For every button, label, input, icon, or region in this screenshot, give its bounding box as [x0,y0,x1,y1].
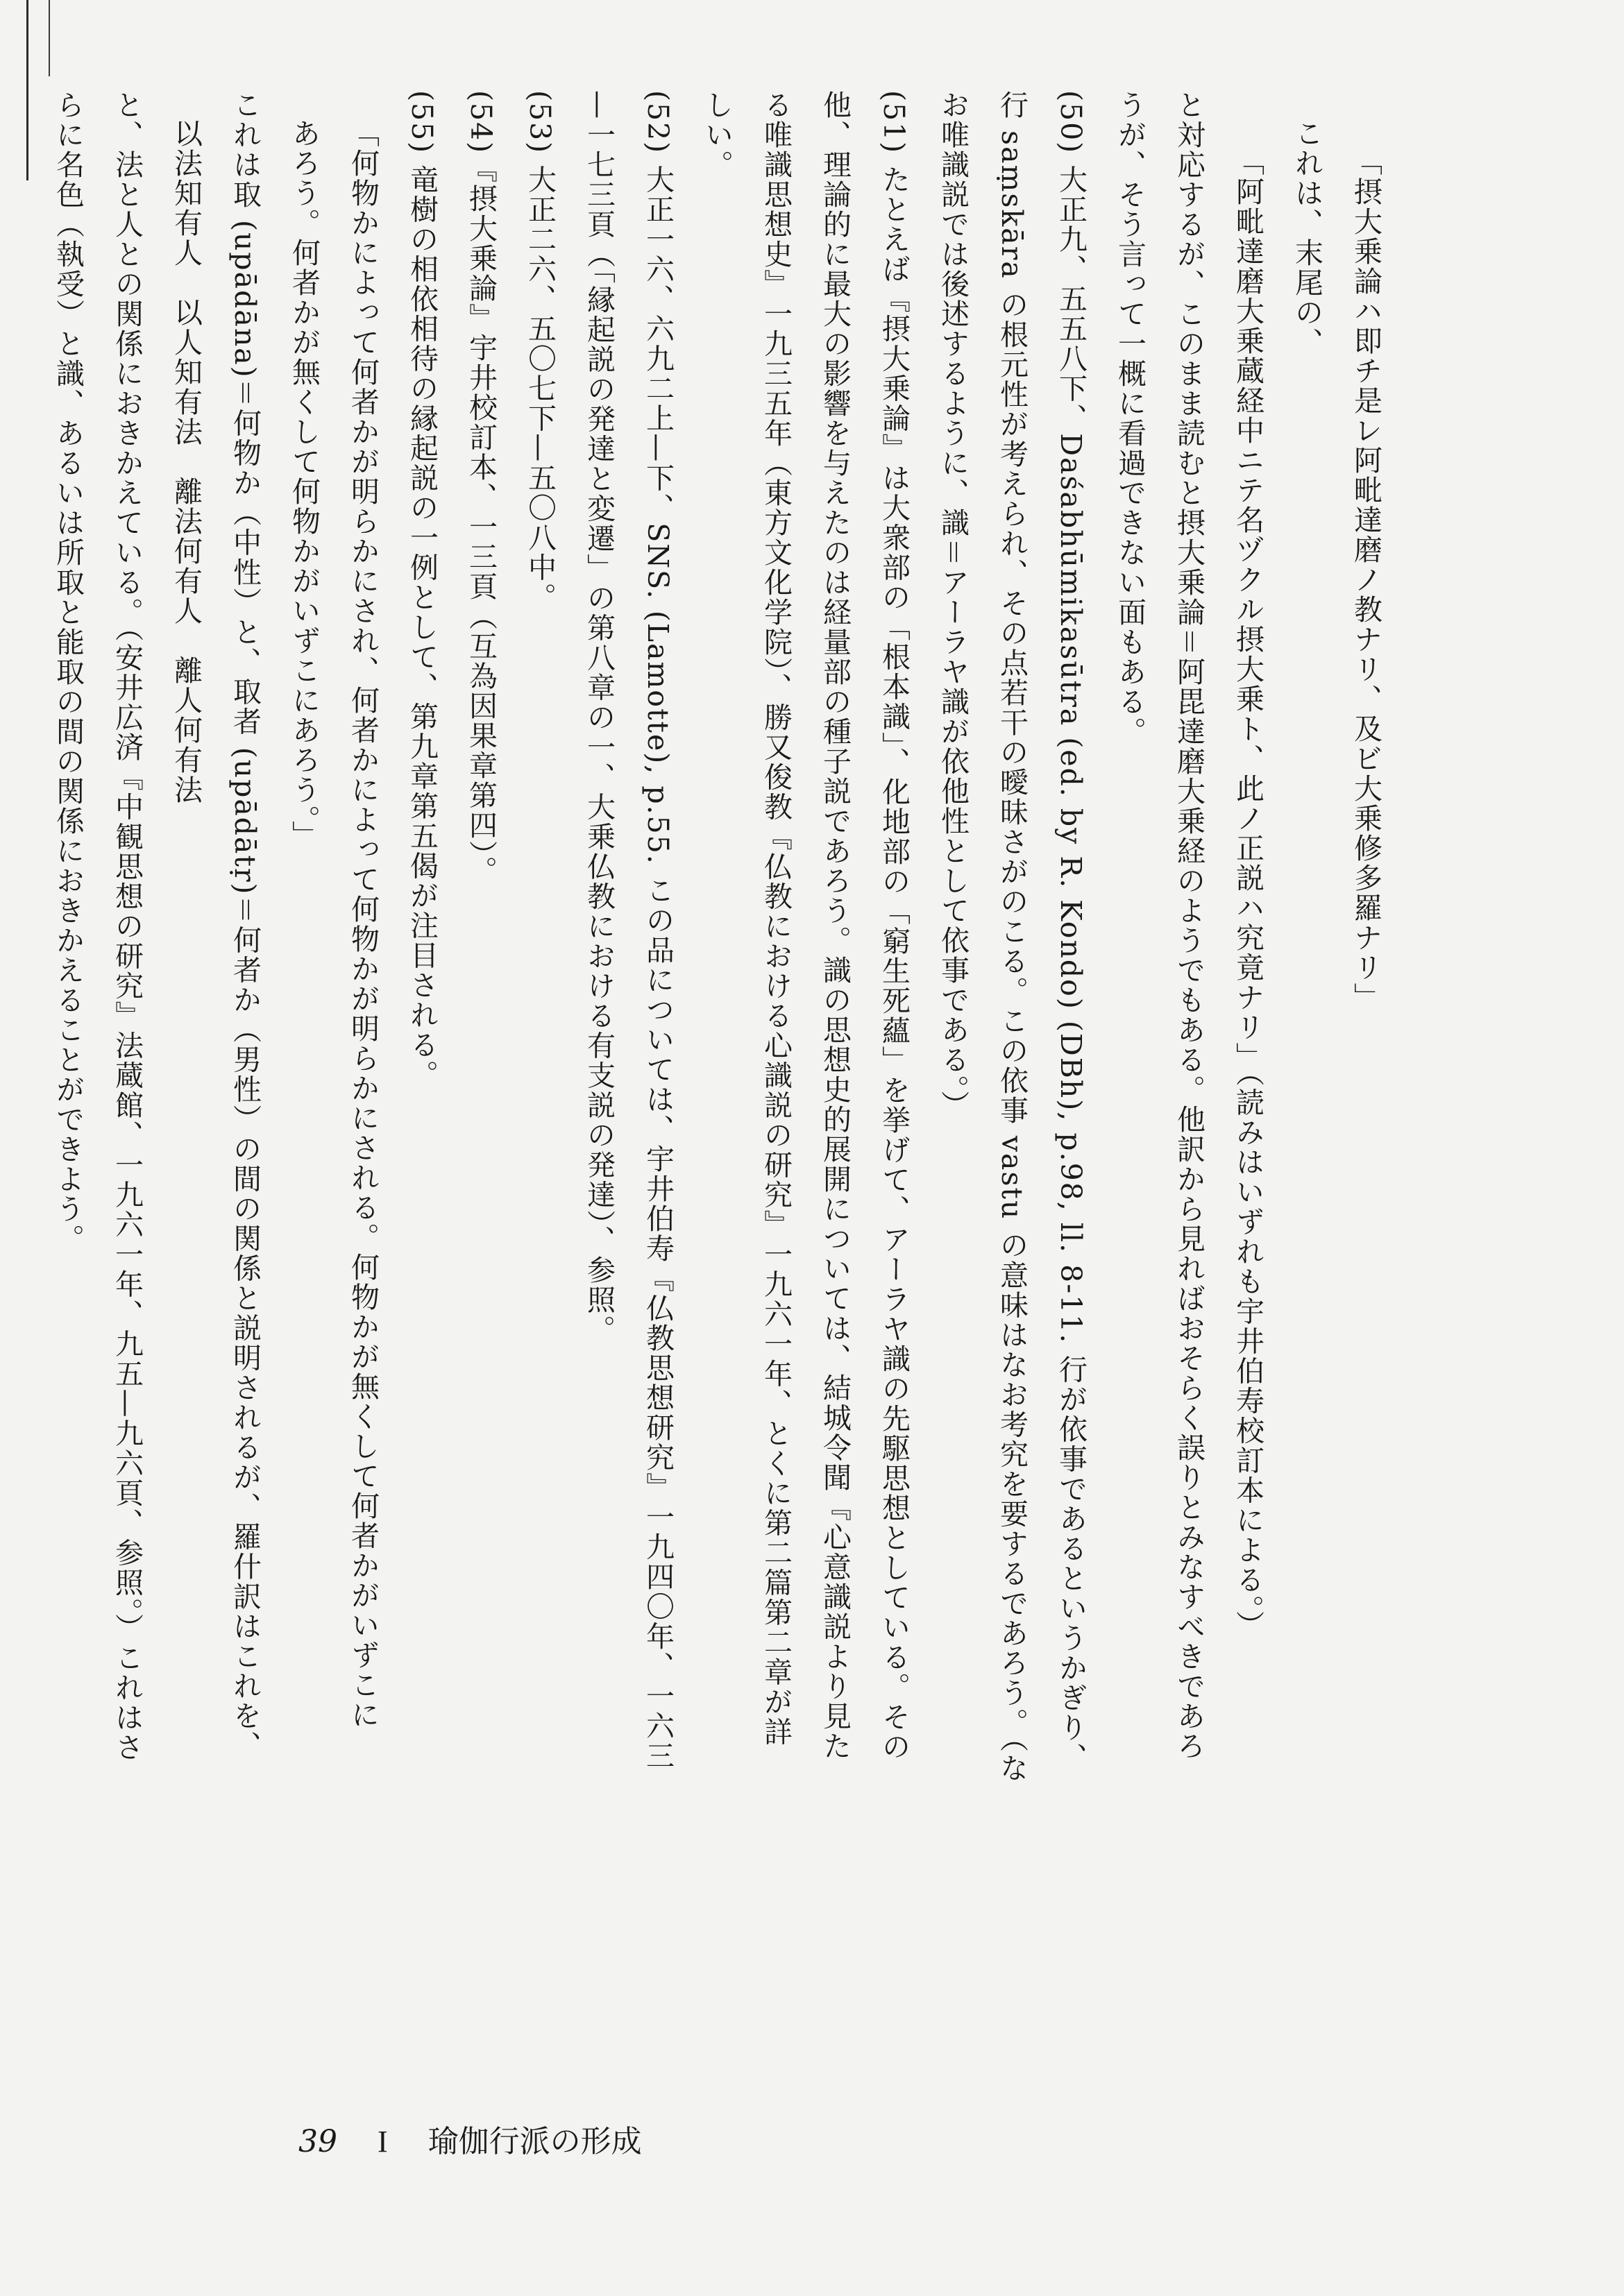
page-number: 39 [298,2124,337,2159]
running-title: 瑜伽行派の形成 [428,2124,642,2159]
text-line: 「阿毗達磨大乗蔵経中ニテ名ヅクル摂大乗ト、此ノ正説ハ究竟ナリ」（読みはいずれも宇井伯寿校訂本による。） [1231,147,1264,1640]
page-edge-shadow [26,0,28,180]
footnote-53: (53) 大正二六、五〇七下—五〇八中。 [523,90,557,613]
text-line: お唯識説では後述するように、識＝アーラヤ識が依他性として依事である。） [936,90,970,1121]
footnote-50: (50) 大正九、五五八下、Daśabhūmikasūtra (ed. by R. Kondo) (DBh), p.98, ll. 8-11. 行が依事であるというかぎり、 [1054,90,1088,1773]
text-line: る唯識思想史』一九三五年（東方文化学院）、勝又俊教『仏教における心識説の研究』一九六一年、とくに第二篇第二章が詳 [759,90,793,1747]
vertical-text-body [38,90,1395,1783]
text-line: 行 saṃskāra の根元性が考えられ、その点若干の曖昧さがのこる。この依事 vastu の意味はなお考究を要するであろう。（な [995,90,1029,1783]
text-line: うが、そう言って一概に看過できない面もある。 [1113,90,1147,747]
text-line: 他、理論的に最大の影響を与えたのは経量部の種子説であろう。識の思想史的展開については、結城令聞『心意識説より見た [818,90,852,1761]
text-line: と、法と人との関係におきかえている。（安井広済『中観思想の研究』法蔵館、一九六一年、九五—九六頁、参照。）これはさ [110,90,144,1762]
text-line: しい。 [700,90,734,180]
section-number: I [378,2125,388,2159]
page-edge-shadow-inner [49,0,50,76]
footnote-52: (52) 大正一六、六九二上—下、SNS. (Lamotte), p.55. この品については、宇井伯寿『仏教思想研究』一九四〇年、一六三 [641,90,675,1771]
text-line: —一七三頁（「縁起説の発達と変遷」の第八章の一、大乗仏教における有支説の発達）、参照。 [582,90,616,1345]
text-line: これは取 (upādāna)＝何物か（中性）と、取者 (upādātṛ)＝何者か（男性）の間の関係と説明されるが、羅什訳はこれを、 [228,90,262,1761]
text-line: これは、末尾の、 [1290,119,1323,357]
page-footer [298,2116,642,2161]
text-line: らに名色（執受）と識、あるいは所取と能取の間の関係におきかえることができよう。 [51,90,85,1254]
text-line: 「摂大乗論ハ即チ是レ阿毗達磨ノ教ナリ、及ビ大乗修多羅ナリ」 [1349,147,1382,1012]
footnote-55: (55) 竜樹の相依相待の縁起説の一例として、第九章第五偈が注目される。 [405,90,439,1090]
text-line: あろう。何者かが無くして何物かがいずこにあろう。」 [287,119,321,851]
text-line: 「何物かによって何者かが明らかにされ、何者かによって何物かが明らかにされる。何物かが無くして何者かがいずこに [346,119,380,1730]
text-line: 以法知有人 以人知有法 離法何有人 離人何有法 [169,119,203,805]
footnote-51: (51) たとえば『摂大乗論』は大衆部の「根本識」、化地部の「窮生死蘊」を挙げて、アーラヤ識の先駆思想としている。その [877,90,911,1762]
footnote-54: (54)『摂大乗論』宇井校訂本、一三頁（互為因果章第四）。 [464,90,498,886]
text-line: と対応するが、このまま読むと摂大乗論＝阿毘達磨大乗経のようでもある。他訳から見ればおそらく誤りとみなすべきであろ [1172,90,1206,1761]
